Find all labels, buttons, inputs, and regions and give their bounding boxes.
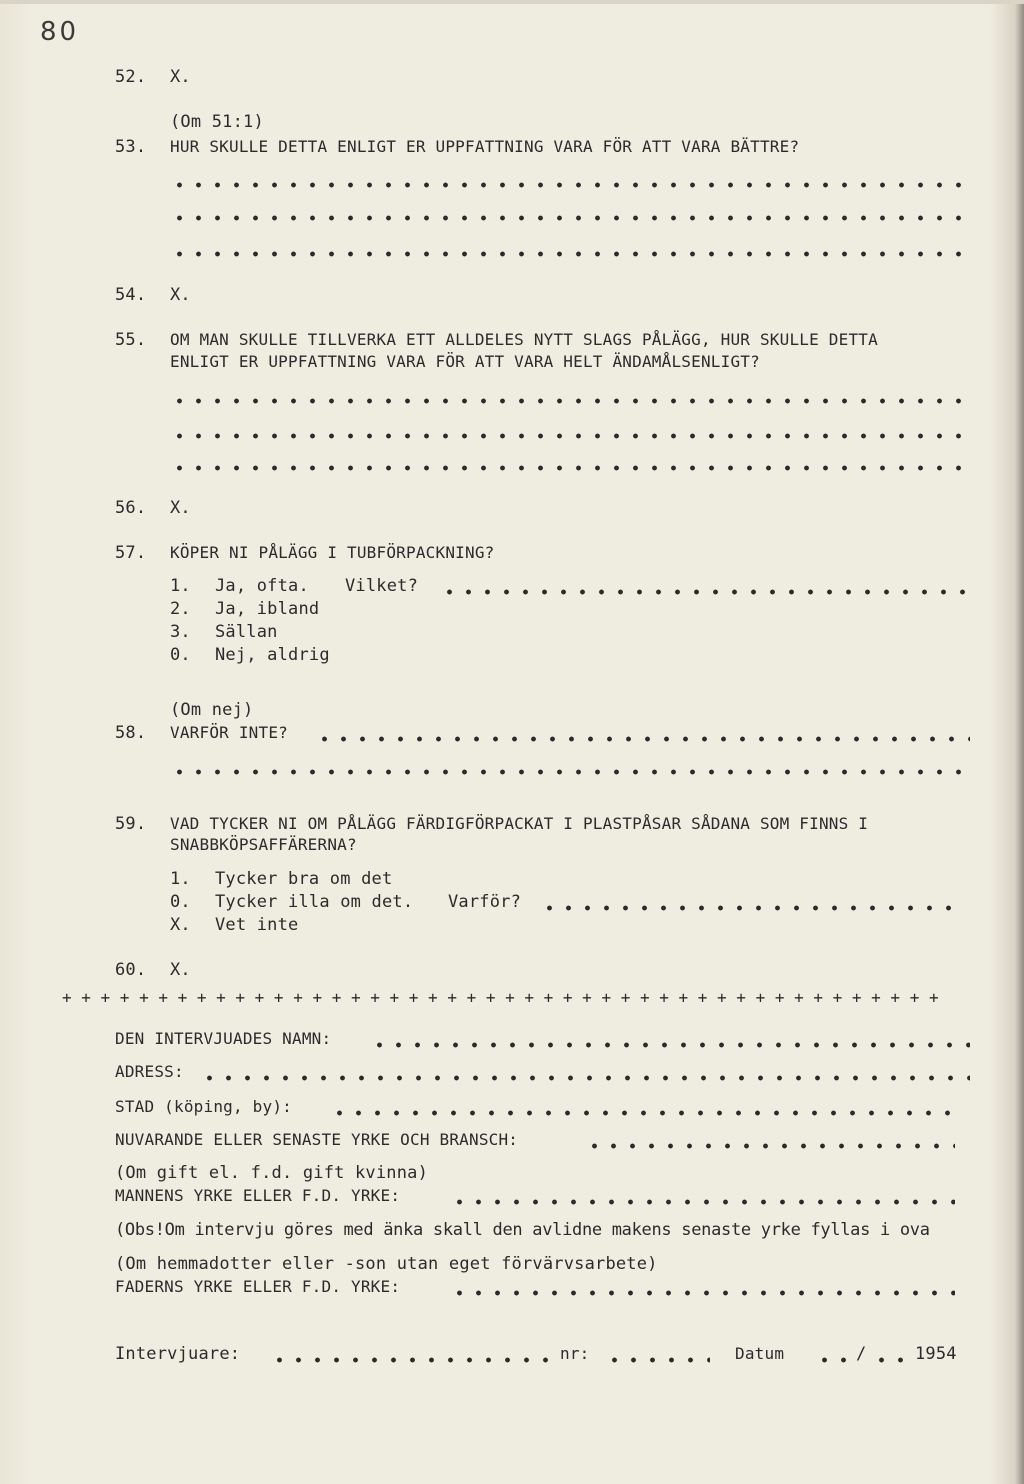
interviewee-name-field[interactable] xyxy=(370,1042,970,1048)
q56-text: X. xyxy=(170,498,191,518)
q58-condition: (Om nej) xyxy=(170,700,254,720)
q58-answer-line-1[interactable] xyxy=(315,736,970,742)
date-day-field[interactable] xyxy=(815,1357,853,1363)
q54-text: X. xyxy=(170,285,191,305)
father-occupation-label: FADERNS YRKE ELLER F.D. YRKE: xyxy=(115,1277,401,1296)
q59-text-line-2: SNABBKÖPSAFFÄRERNA? xyxy=(170,835,357,854)
city-label: STAD (köping, by): xyxy=(115,1097,292,1116)
widow-note: (Obs!Om intervju göres med änka skall den avlidne makens senaste yrke fyllas i ova xyxy=(115,1220,930,1240)
q58-text: VARFÖR INTE? xyxy=(170,723,288,742)
q59-number: 59. xyxy=(115,814,147,834)
father-occupation-field[interactable] xyxy=(450,1290,955,1296)
q53-text: HUR SKULLE DETTA ENLIGT ER UPPFATTNING VARA FÖR ATT VARA BÄTTRE? xyxy=(170,137,800,156)
interviewer-field[interactable] xyxy=(270,1357,550,1363)
child-condition: (Om hemmadotter eller -son utan eget förvärvsarbete) xyxy=(115,1254,658,1274)
interviewer-number-field[interactable] xyxy=(605,1357,710,1363)
q56-number: 56. xyxy=(115,498,147,518)
q57-option-label[interactable]: Ja, ibland xyxy=(215,599,320,619)
q60-number: 60. xyxy=(115,960,147,980)
q57-option-code: 0. xyxy=(170,645,191,665)
q57-text: KÖPER NI PÅLÄGG I TUBFÖRPACKNING? xyxy=(170,543,495,562)
q53-condition: (Om 51:1) xyxy=(170,112,264,132)
date-separator: / xyxy=(856,1344,867,1364)
plus-divider: + + + + + + + + + + + + + + + + + + + + + + + + + + + + + + + + + + + + + + + + + + + + + + xyxy=(62,988,939,1007)
husband-occupation-field[interactable] xyxy=(450,1199,955,1205)
q57-option-code: 2. xyxy=(170,599,191,619)
interviewee-name-label: DEN INTERVJUADES NAMN: xyxy=(115,1029,332,1048)
q52-number: 52. xyxy=(115,67,147,87)
q57-number: 57. xyxy=(115,543,147,563)
husband-occupation-label: MANNENS YRKE ELLER F.D. YRKE: xyxy=(115,1186,401,1205)
q53-answer-line-3[interactable] xyxy=(170,251,965,257)
q59-text-line-1: VAD TYCKER NI OM PÅLÄGG FÄRDIGFÖRPACKAT I PLASTPÅSAR SÅDANA SOM FINNS I xyxy=(170,814,869,833)
q53-answer-line-1[interactable] xyxy=(170,182,965,188)
date-year: 1954 xyxy=(915,1344,957,1364)
q55-text-line-2: ENLIGT ER UPPFATTNING VARA FÖR ATT VARA HELT ÄNDAMÅLSENLIGT? xyxy=(170,352,760,371)
q59-option-extra: Varför? xyxy=(448,892,522,912)
date-label: Datum xyxy=(735,1344,785,1363)
occupation-label: NUVARANDE ELLER SENASTE YRKE OCH BRANSCH: xyxy=(115,1130,519,1149)
q55-answer-line-3[interactable] xyxy=(170,465,965,471)
q57-option-label[interactable]: Nej, aldrig xyxy=(215,645,330,665)
q57-option-code: 1. xyxy=(170,576,191,596)
q55-number: 55. xyxy=(115,330,147,350)
q59-option-label[interactable]: Tycker illa om det. xyxy=(215,892,414,912)
q59-option-code: 0. xyxy=(170,892,191,912)
q59-option-label[interactable]: Vet inte xyxy=(215,915,299,935)
q57-option-code: 3. xyxy=(170,622,191,642)
q57-option-extra: Vilket? xyxy=(345,576,419,596)
q59-option-code: X. xyxy=(170,915,191,935)
page-number: 80 xyxy=(40,17,80,47)
q59-option-label[interactable]: Tycker bra om det xyxy=(215,869,393,889)
q52-text: X. xyxy=(170,67,191,87)
q57-which-answer-line[interactable] xyxy=(440,589,965,595)
q57-option-label[interactable]: Sällan xyxy=(215,622,278,642)
q60-text: X. xyxy=(170,960,191,980)
city-field[interactable] xyxy=(330,1110,955,1116)
page-top-edge xyxy=(0,0,1024,4)
address-field[interactable] xyxy=(200,1075,970,1081)
married-condition: (Om gift el. f.d. gift kvinna) xyxy=(115,1163,429,1183)
q54-number: 54. xyxy=(115,285,147,305)
q55-text-line-1: OM MAN SKULLE TILLVERKA ETT ALLDELES NYTT SLAGS PÅLÄGG, HUR SKULLE DETTA xyxy=(170,330,878,349)
interviewer-number-label: nr: xyxy=(560,1344,590,1363)
q59-why-answer-line[interactable] xyxy=(540,905,965,911)
q53-answer-line-2[interactable] xyxy=(170,215,965,221)
q58-number: 58. xyxy=(115,723,147,743)
address-label: ADRESS: xyxy=(115,1062,184,1081)
q59-option-code: 1. xyxy=(170,869,191,889)
q55-answer-line-1[interactable] xyxy=(170,398,965,404)
q55-answer-line-2[interactable] xyxy=(170,433,965,439)
interviewer-label: Intervjuare: xyxy=(115,1344,241,1364)
q57-option-label[interactable]: Ja, ofta. xyxy=(215,576,309,596)
q53-number: 53. xyxy=(115,137,147,157)
date-month-field[interactable] xyxy=(872,1357,910,1363)
q58-answer-line-2[interactable] xyxy=(170,769,965,775)
occupation-field[interactable] xyxy=(585,1143,955,1149)
